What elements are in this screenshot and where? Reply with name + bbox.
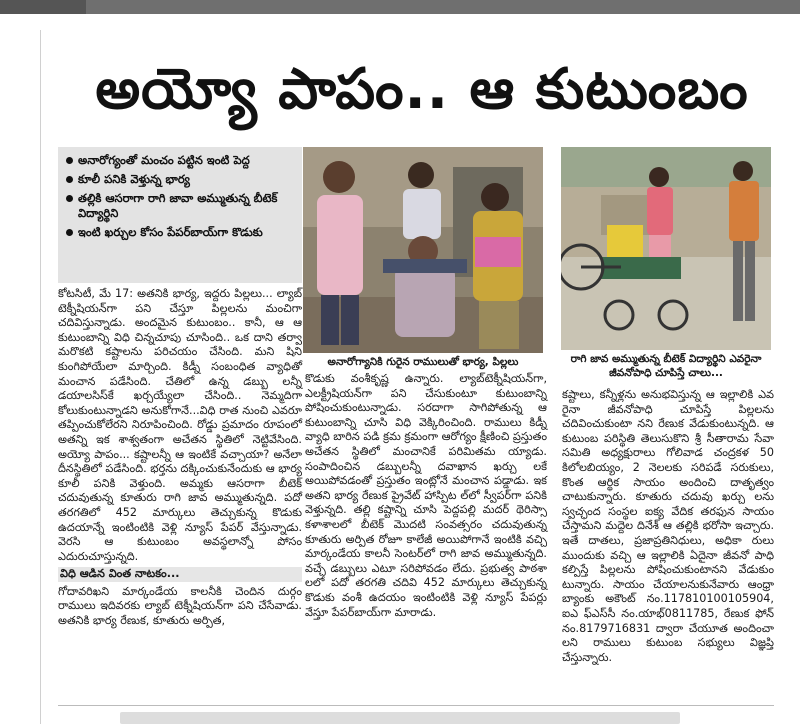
highlight-item (64, 191, 296, 221)
highlights-box (58, 147, 302, 283)
article-headline: అయ్యో పాపం.. ఆ కుటుంబం (95, 57, 749, 122)
section-subheading: విధి ఆడిన వింత నాటకం... (58, 567, 302, 582)
bullet-icon (66, 176, 73, 183)
column-1-text-continued: గోదావరిఖని మార్కండేయ కాలనీకి చెందిన దుర్గం రాములు ఇదివరకు ల్యాబ్ టెక్నీషియన్‌గా పని చేసేవాడు. అతనికి భార్య రేణుక, కూతురు అర్పిత, (58, 584, 302, 628)
highlight-item (64, 153, 296, 168)
cart-photo (561, 147, 771, 350)
highlight-text: అనారోగ్యంతో మంచం పట్టిన ఇంటి పెద్ద (78, 153, 250, 167)
next-article-cutoff (120, 712, 680, 724)
highlight-text: ఇంటి ఖర్చుల కోసం పేపర్‌బాయ్‌గా కొడుకు (78, 225, 263, 239)
highlight-item (64, 172, 296, 187)
family-photo (303, 147, 543, 353)
bullet-icon (66, 229, 73, 236)
article-column-2: కొడుకు వంశీకృష్ణ ఉన్నారు. ల్యాబ్‌టెక్నీషియన్‌గా, ఎలక్ట్రీషియన్‌గా పని చేసుకుంటూ కుటుంబాన్ని పోషించుకుంటున్నాడు. సరదాగా సాగిపోతున్న ఆ కుటుంబాన్ని చూసి విధి వెక్కిరించింది. రాములు కిడ్నీ వ్యాధి బారిన పడి క్రమ క్రమంగా ఆరోగ్యం క్షీణించి ప్రస్తుతం అచేతన స్థితిలో మంచానికే పరిమితమ య్యాడు. సంపాదించిన డబ్బులన్నీ దవాఖాన ఖర్చు లకే అయిపోవడంతో ప్రస్తుతం ఇంట్లోనే మంచాన పడ్డాడు. ఇక అతని భార్య రేణుక ప్రైవేట్ హాస్పిట ల్‌లో స్వీపర్‌గా పనికి వెళ్తున్నది. తల్లి కష్టాన్ని చూసి పెద్దపల్లి మదర్ థెరిస్సా కళాశాలలో బీటెక్ మొదటి సంవత్సరం చదువుతున్న కూతురు అర్పిత రోజూ కాలేజీ అయిపోగానే ఇంటికి వచ్చి మార్కండేయ కాలనీ సెంటర్‌లో రాగి జావ అమ్ముతున్నది. వచ్చే డబ్బులు ఎటూ సరిపోవడం లేదు. ప్రభుత్వ పాఠశా లలో పదో తరగతి చదివి 452 మార్కులు తెచ్చుకున్న కొడుకు వంశీ ఉదయం ఇంటింటికి వెళ్లి న్యూస్ పేపర్లు వేస్తూ పేపర్‌బాయ్‌గా మారాడు. (305, 372, 547, 619)
cart-photo-caption: రాగి జావ అమ్ముతున్న బీటెక్ విద్యార్థిని ఎవరైనా జీవనోపాధి చూపిస్తే చాలు... (570, 353, 762, 379)
family-photo-caption: అనారోగ్యానికి గురైన రాములుతో భార్య, పిల్లలు (327, 356, 519, 368)
top-bar (0, 0, 800, 14)
column-1-text: కోటసిటీ, మే 17: అతనికి భార్య, ఇద్దరు పిల్లలు... ల్యాబ్ టెక్నీషియన్‌గా పని చేస్తూ పిల్లలను మంచిగా చదివిస్తున్నాడు. అందమైన కుటుంబం.. కానీ, ఆ ఆ కుటుంబాన్ని విధి చిన్నచూపు చూసింది.. ఒక దాని తర్వా మరొకటి కష్టాలను పరిచయం చేసింది. మని షిని కుంగిపోయేలా మార్చింది. కిడ్నీ సంబంధిత వ్యాధితో మంచాన పడేసింది. చేతిలో ఉన్న డబ్బు లన్నీ డయాలసిస్‌కే ఖర్చయ్యేలా చేసింది.. నెమ్మదిగా కోలుకుంటున్నాడని అనుకోగానే...విధి రాత నుంచి ఎవరూ తప్పించుకోలేరని నిరూపించింది. రోడ్డు ప్రమాదం రూపంలో అతన్ని ఇక శాశ్వతంగా అచేతన స్థితిలో నెట్టివేసింది. అయ్యో పాపం... కష్టాలన్నీ ఆ ఇంటికే వచ్చాయా? అనేలా దీనస్థితిలో పడేసింది. భర్తను దక్కించుకునేందుకు ఆ భార్య కూలీ పనికి వెళ్తుంది. అమ్మకు ఆసరాగా బీటెక్ చదువుతున్న కూతురు రాగి జావ అమ్ముతున్నది. పదో తరగతిలో 452 మార్కులు తెచ్చుకున్న కొడుకు ఉదయాన్నే ఇంటింటికి వెళ్లి న్యూస్ పేపర్ వేస్తున్నాడు. వెరసి ఆ కుటుంబం అవస్థలాన్నో పోసం ఎదురుచూస్తున్నది. (58, 287, 302, 563)
bottom-divider (58, 705, 774, 706)
bullet-icon (66, 157, 73, 164)
bullet-icon (66, 195, 73, 202)
top-bar-left (0, 0, 86, 14)
top-bar-right (86, 0, 800, 14)
column-divider (40, 30, 41, 724)
highlight-text: కూలీ పనికి వెళ్తున్న భార్య (78, 172, 190, 186)
highlight-text: తల్లికి ఆసరాగా రాగి జావా అమ్ముతున్న బీటెక్ విద్యార్థిని (78, 191, 278, 220)
article-column-1 (58, 287, 302, 629)
article-column-3: కష్టాలు, కన్నీళ్లను అనుభవిస్తున్న ఆ ఇల్లాలికి ఎవ రైనా జీవనోపాధి చూపిస్తే పిల్లలను చదివించుకుంటా నని రేణుక వేడుకుంటున్నది. ఆ కుటుంబ పరిస్థితి తెలుసుకొని శ్రీ సీతారామ సేవా సమితి అధ్యక్షురాలు గోలివాడ చంద్రకళ 50 కిలోలబియ్యం, 2 నెలలకు సరిపడే సరుకులు, కొంత ఆర్థిక సాయం అందించి దాతృత్వం చాటుకున్నారు. కూతురు చదువు ఖర్చు లను స్వచ్ఛంద సంస్థల ఐక్య వేదిక తరఫున సాయం చేస్తామని మద్దెల దినేశ్ ఆ తల్లికి భరోసా ఇచ్చారు. ఇతే దాతలు, ప్రజాప్రతినిధులు, అధికా రులు ముందుకు వచ్చి ఆ ఇల్లాలికి ఏదైనా జీవనో పాధి కల్పిస్తే పిల్లలను పోషించుకుంటానని వేడుకుం టున్నారు. సాయం చేయాలనుకునేవారు ఆంధ్రా బ్యాంకు అకౌంట్ నం.117810100105904, ఐఎ ఫ్ఎస్‌సీ నం.యాభ్‌0811785, రేణుక ఫోన్ నం.8179716831 ద్వారా చేయూత అందించా లని రాములు కుటుంబ సభ్యులు విజ్ఞప్తి చేస్తున్నారు. (562, 388, 774, 664)
highlight-item (64, 225, 296, 240)
